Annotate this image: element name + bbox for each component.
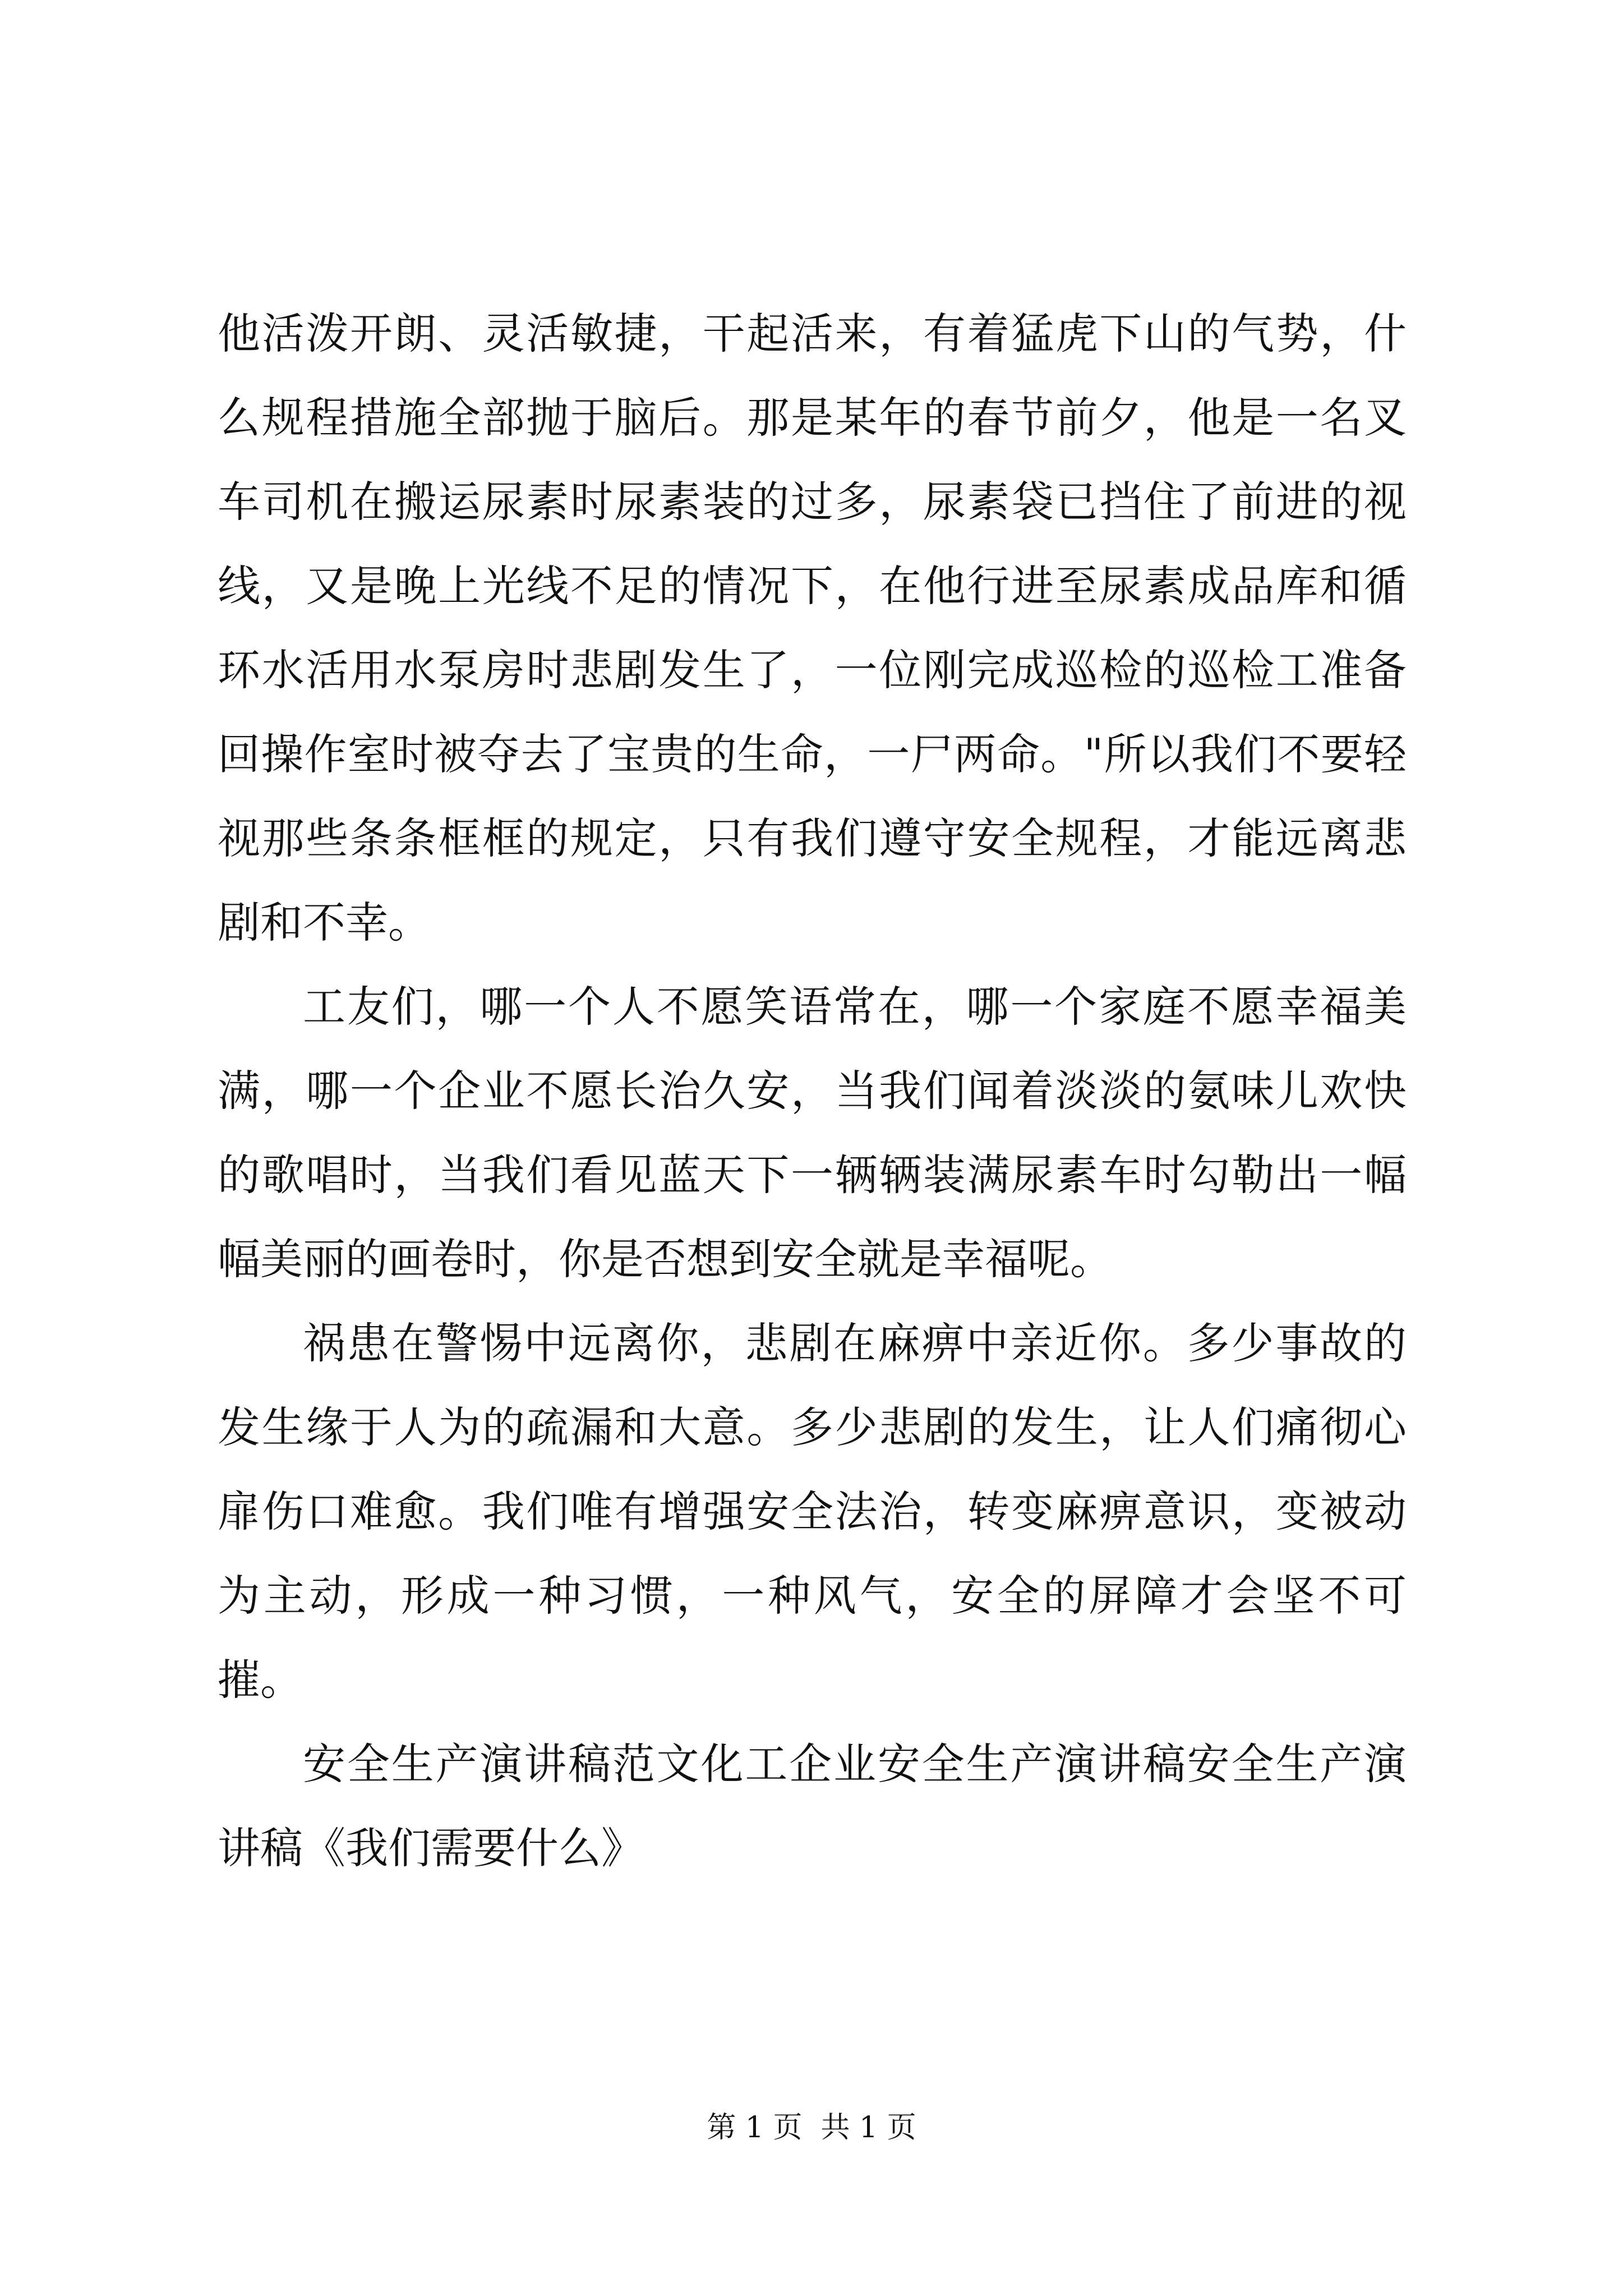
paragraph-4: 安全生产演讲稿范文化工企业安全生产演讲稿安全生产演讲稿《我们需要什么》	[218, 1739, 1407, 1873]
page-footer	[0, 2108, 1623, 2147]
paragraph-2: 工友们，哪一个人不愿笑语常在，哪一个家庭不愿幸福美满，哪一个企业不愿长治久安，当我们闻着淡淡的氨味儿欢快的歌唱时，当我们看见蓝天下一辆辆装满尿素车时勾勒出一幅幅美丽的画卷时，你是否想到安全就是幸福呢。	[218, 982, 1407, 1284]
document-body	[218, 292, 1407, 1890]
paragraph-1: 他活泼开朗、灵活敏捷，干起活来，有着猛虎下山的气势，什么规程措施全部抛于脑后。那是某年的春节前夕，他是一名叉车司机在搬运尿素时尿素装的过多，尿素袋已挡住了前进的视线，又是晚上光线不足的情况下，在他行进至尿素成品库和循环水活用水泵房时悲剧发生了，一位刚完成巡检的巡检工准备回操作室时被夺去了宝贵的生命，一尸两命。"所以我们不要轻视那些条条框框的规定，只有我们遵守安全规程，才能远离悲剧和不幸。	[218, 309, 1407, 947]
page-number-label: 第 1 页 共 1 页	[707, 2111, 916, 2145]
paragraph-3: 祸患在警惕中远离你，悲剧在麻痹中亲近你。多少事故的发生缘于人为的疏漏和大意。多少悲剧的发生，让人们痛彻心扉伤口难愈。我们唯有增强安全法治，转变麻痹意识，变被动为主动，形成一种习惯，一种风气，安全的屏障才会坚不可摧。	[218, 1318, 1407, 1705]
